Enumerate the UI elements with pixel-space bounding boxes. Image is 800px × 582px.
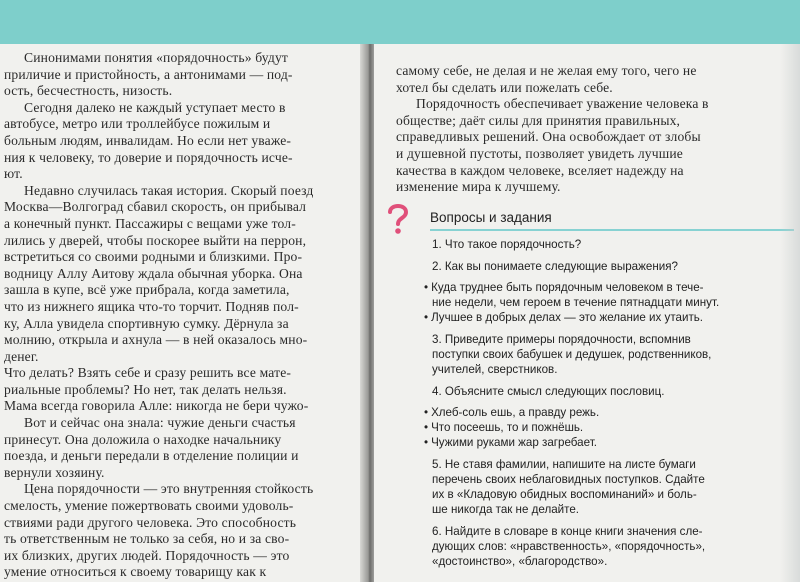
question-item: [432, 384, 792, 450]
question-text: учителей, сверстников.: [432, 363, 558, 376]
questions-header: [384, 207, 794, 229]
text-line: Цена порядочности — это внутренняя стойкость: [24, 481, 314, 497]
question-bullet: • Что посеешь, то и пожнёшь.: [432, 420, 792, 435]
text-line: встретиться со своими родными и близкими. Про-: [4, 249, 303, 265]
text-line: Сегодня далеко не каждый уступает место в: [24, 99, 286, 115]
text-line: ку, Алла увидела спортивную сумку. Дёрнула за: [4, 315, 289, 331]
text-line: зашла в купе, всё уже прибрала, когда заметила,: [4, 282, 290, 298]
questions-list: [432, 237, 792, 576]
text-line: качества в каждом человеке, вселяет надежду на: [396, 162, 684, 178]
text-line: ствиями ради другого человека. Это способность: [4, 514, 297, 530]
text-line: умение относиться к своему товарищу как к: [4, 564, 267, 580]
text-line: ть ответственным не только за себя, но и за сво-: [4, 531, 290, 547]
question-item: [432, 237, 792, 252]
text-line: риальные проблемы? Но нет, так делать нельзя.: [4, 381, 287, 397]
text-line: что из нижнего ящика что-то торчит. Подняв пол-: [4, 298, 299, 314]
left-page: [0, 44, 368, 582]
text-line: Что делать? Взять себе и сразу решить все мате-: [4, 365, 292, 381]
question-text: ше никогда так не делайте.: [432, 503, 579, 516]
text-line: ость, бесчестность, низость.: [4, 83, 173, 99]
question-item: [432, 457, 792, 517]
question-text: их в «Кладовую обидных воспоминаний» и боль-: [432, 488, 697, 501]
text-line: изменение мира к лучшему.: [396, 179, 561, 195]
questions-rule: [430, 229, 794, 231]
text-line: денег.: [4, 348, 39, 364]
text-line: Москва—Волгоград сбавил скорость, он прибывал: [4, 199, 307, 215]
text-line: ют.: [4, 166, 23, 182]
question-text: 3. Приведите примеры порядочности, вспомнив: [432, 333, 691, 346]
text-line: поезда, и деньги передали в отделение полиции и: [4, 448, 299, 464]
question-text: перечень своих неблаговидных поступков. Сдайте: [432, 473, 705, 486]
text-line: ния к человеку, то доверие и порядочность исче-: [4, 149, 293, 165]
text-line: принесут. Она доложила о находке начальнику: [4, 431, 282, 447]
text-line: а конечный пункт. Пассажиры с вещами уже тол-: [4, 215, 296, 231]
text-line: хотел бы сделать или пожелать себе.: [396, 79, 613, 95]
text-line: вернули хозяину.: [4, 464, 105, 480]
question-mark-icon: [384, 201, 412, 235]
text-line: обществе; даёт силы для принятия правильных,: [396, 112, 681, 128]
text-line: Порядочность обеспечивает уважение человека в: [416, 96, 709, 112]
question-item: [432, 259, 792, 325]
text-line: водницу Аллу Аитову ждала обычная уборка. Она: [4, 265, 303, 281]
text-line: самому себе, не делая и не желая ему того, чего не: [396, 63, 697, 78]
question-bullet-cont: ние недели, чем героем в течение пятнадцати минут.: [432, 296, 720, 309]
page-edge-shadow: [780, 44, 800, 582]
question-text: 2. Как вы понимаете следующие выражения?: [432, 260, 678, 273]
question-item: [432, 332, 792, 377]
text-line: справедливых решений. Она освобождает от злобы: [396, 129, 701, 145]
text-line: больным людям, инвалидам. Но если нет уваже-: [4, 132, 292, 148]
text-line: лились у дверей, чтобы поскорее выйти на перрон,: [4, 232, 307, 248]
questions-title: Вопросы и задания: [430, 210, 552, 225]
question-text: поступки своих бабушек и дедушек, родственников,: [432, 348, 712, 361]
question-bullet: • Куда труднее быть порядочным человеком в тече-: [432, 280, 792, 295]
question-text: 4. Объясните смысл следующих пословиц.: [432, 385, 665, 398]
text-line: их близких, других людей. Порядочность — это: [4, 547, 290, 563]
question-text: 5. Не ставя фамилии, напишите на листе бумаги: [432, 458, 696, 471]
text-line: смелость, умение пожертвовать своими удоволь-: [4, 498, 294, 514]
question-item: [432, 524, 792, 569]
question-bullet: • Хлеб-соль ешь, а правду режь.: [432, 405, 792, 420]
text-line: молнию, открыла и ахнула — в ней оказалось мно-: [4, 332, 308, 348]
question-text: 6. Найдите в словаре в конце книги значения сле-: [432, 525, 703, 538]
right-page-text: [396, 63, 756, 196]
text-line: автобусе, метро или троллейбусе пожилым и: [4, 116, 271, 132]
text-line: Синонимами понятия «порядочность» будут: [24, 50, 288, 65]
text-line: Вот и сейчас она знала: чужие деньги счастья: [24, 415, 296, 431]
question-text: «достоинство», «благородство».: [432, 555, 608, 568]
page-top-band: [0, 0, 800, 44]
question-text: дующих слов: «нравственность», «порядочность»,: [432, 540, 706, 553]
question-bullet: • Лучшее в добрых делах — это желание их утаить.: [432, 310, 792, 325]
question-text: 1. Что такое порядочность?: [432, 238, 582, 251]
question-bullet: • Чужими руками жар загребает.: [432, 435, 792, 450]
text-line: и душевной пустоты, позволяет увидеть лучшие: [396, 145, 683, 161]
text-line: Недавно случилась такая история. Скорый поезд: [24, 182, 314, 198]
text-line: приличие и пристойность, а антонимами — под-: [4, 66, 293, 82]
left-page-text: [6, 50, 358, 581]
text-line: Мама всегда говорила Алле: никогда не бери чужо-: [4, 398, 309, 414]
right-page: [374, 44, 800, 582]
